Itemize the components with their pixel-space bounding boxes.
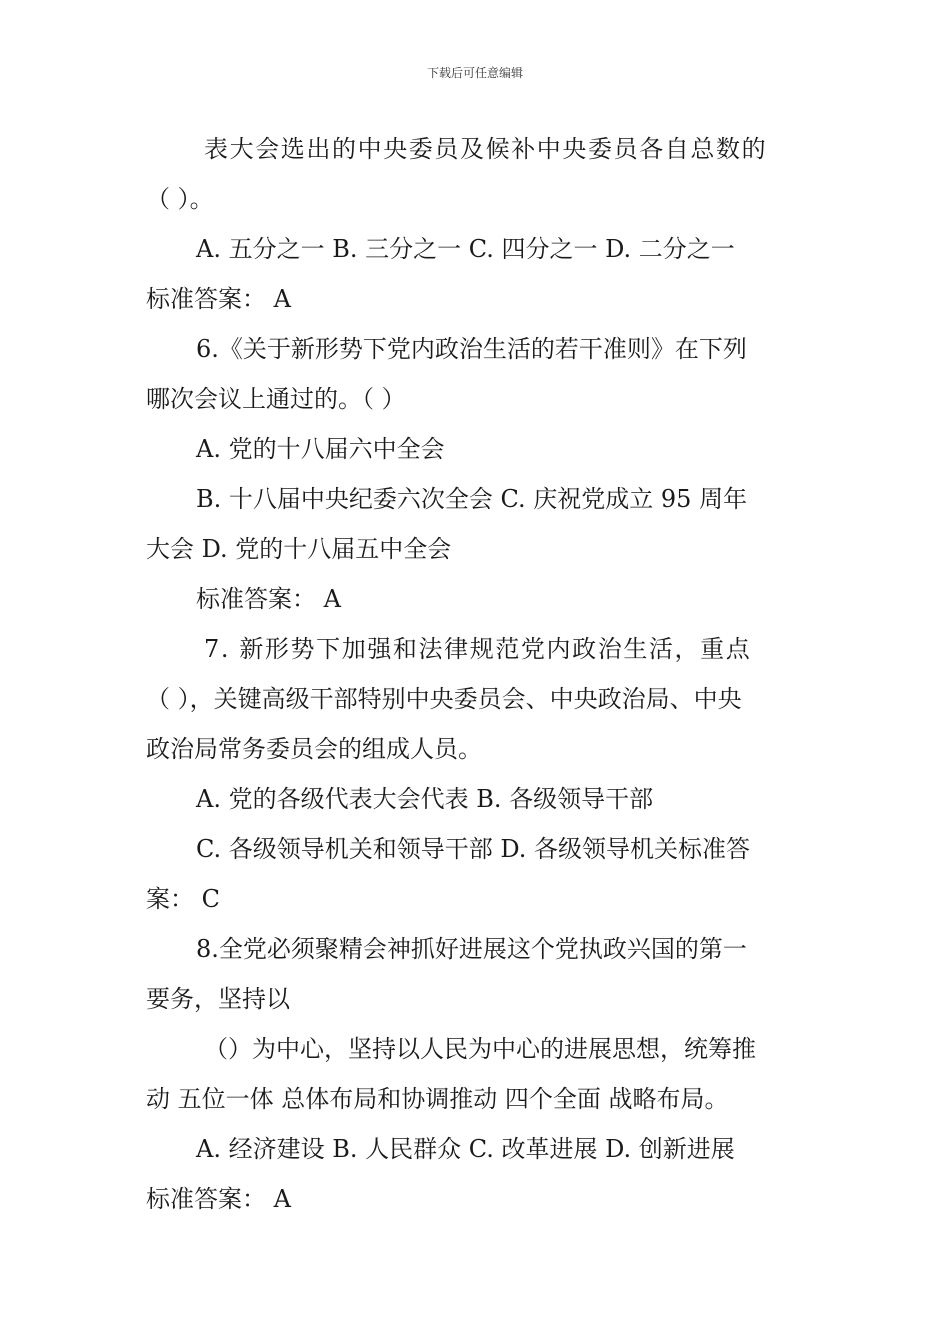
text-line: C. 各级领导机关和领导干部 D. 各级领导机关标准答: [196, 835, 751, 863]
text-line: A. 五分之一 B. 三分之一 C. 四分之一 D. 二分之一: [196, 235, 735, 263]
text-line: （ ）。: [146, 185, 214, 213]
text-line: 标准答案： A: [146, 1185, 291, 1213]
text-line: 8.全党必须聚精会神抓好进展这个党执政兴国的第一: [196, 935, 747, 963]
text-line: 标准答案： A: [146, 285, 291, 313]
text-line: 标准答案： A: [196, 585, 341, 613]
text-line: 表大会选出的中央委员及候补中央委员各自总数的: [204, 135, 768, 163]
text-line: 案： C: [146, 885, 220, 913]
text-line: 要务，坚持以: [146, 985, 290, 1013]
text-line: A. 党的十八届六中全会: [196, 435, 445, 463]
text-line: 大会 D. 党的十八届五中全会: [146, 535, 452, 563]
text-line: 6.《关于新形势下党内政治生活的若干准则》在下列: [196, 335, 747, 363]
text-line: 哪次会议上通过的。（ ）: [146, 385, 406, 413]
text-line: 动 五位一体 总体布局和协调推动 四个全面 战略布局。: [146, 1085, 729, 1113]
text-line: B. 十八届中央纪委六次全会 C. 庆祝党成立 95 周年: [196, 485, 748, 513]
text-line: 政治局常务委员会的组成人员。: [146, 735, 482, 763]
text-line: （ ），关键高级干部特别中央委员会、中央政治局、中央: [146, 685, 742, 713]
page-header: 下载后可任意编辑: [426, 66, 523, 80]
text-line: 7. 新形势下加强和法律规范党内政治生活，重点: [204, 635, 752, 663]
text-line: A. 党的各级代表大会代表 B. 各级领导干部: [196, 785, 654, 813]
text-line: A. 经济建设 B. 人民群众 C. 改革进展 D. 创新进展: [196, 1135, 735, 1163]
text-line: （）为中心，坚持以人民为中心的进展思想，统筹推: [204, 1035, 756, 1063]
